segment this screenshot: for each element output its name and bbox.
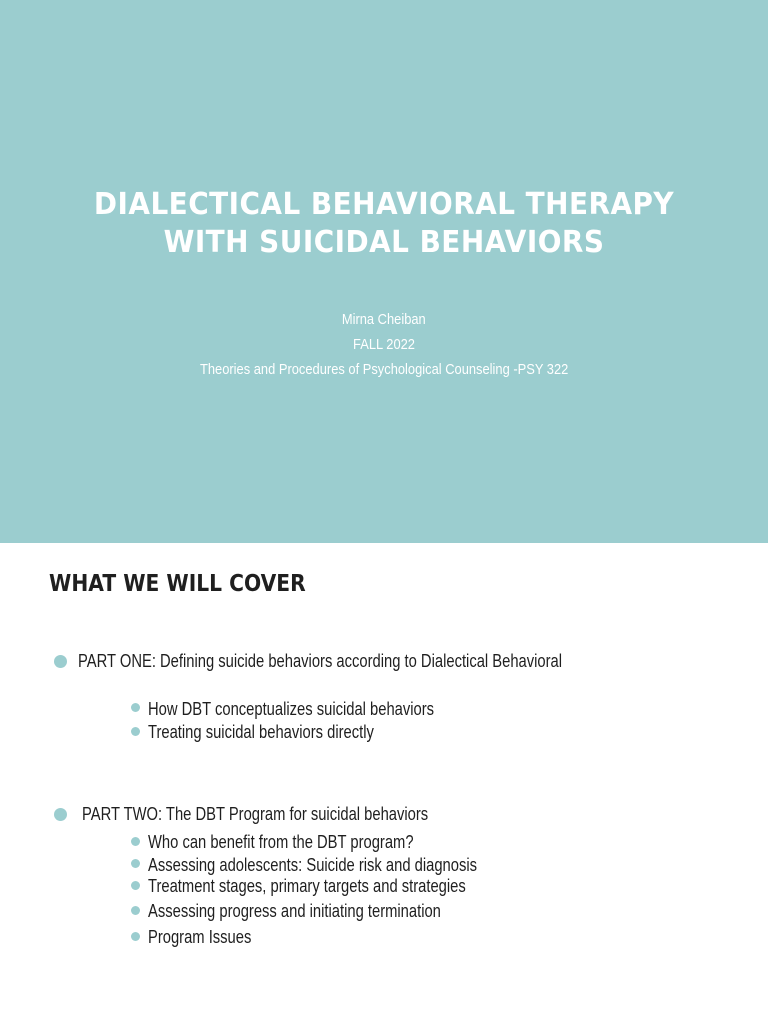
bullet-icon [131, 703, 140, 712]
cover-heading: WHAT WE WILL COVER [49, 571, 306, 597]
bullet-icon [131, 837, 140, 846]
title-line-1: DIALECTICAL BEHAVIORAL THERAPY [93, 187, 675, 222]
list-item: How DBT conceptualizes suicidal behaviors [148, 699, 435, 719]
list-item: Program Issues [148, 927, 252, 947]
title-meta [0, 307, 768, 382]
bullet-icon [131, 932, 140, 941]
bullet-icon [131, 881, 140, 890]
cover-slide [0, 543, 768, 1024]
bullet-icon [54, 808, 67, 821]
list-item: Treating suicidal behaviors directly [148, 722, 374, 742]
author: Mirna Cheiban [342, 311, 426, 328]
bullet-icon [54, 655, 67, 668]
list-item: Who can benefit from the DBT program? [148, 832, 414, 852]
list-item: Assessing adolescents: Suicide risk and diagnosis [148, 855, 478, 875]
slide-title [27, 186, 741, 262]
title-line-2: WITH SUICIDAL BEHAVIORS [163, 225, 605, 260]
list-item: Treatment stages, primary targets and strategies [148, 876, 466, 896]
course: Theories and Procedures of Psychological Counseling -PSY 322 [199, 361, 569, 378]
list-item: Assessing progress and initiating termination [148, 901, 441, 921]
bullet-icon [131, 906, 140, 915]
term: FALL 2022 [353, 336, 415, 353]
bullet-icon [131, 727, 140, 736]
bullet-icon [131, 859, 140, 868]
part-one-label: PART ONE: Defining suicide behaviors according to Dialectical Behavioral [78, 651, 563, 671]
part-two-label: PART TWO: The DBT Program for suicidal behaviors [82, 804, 429, 824]
